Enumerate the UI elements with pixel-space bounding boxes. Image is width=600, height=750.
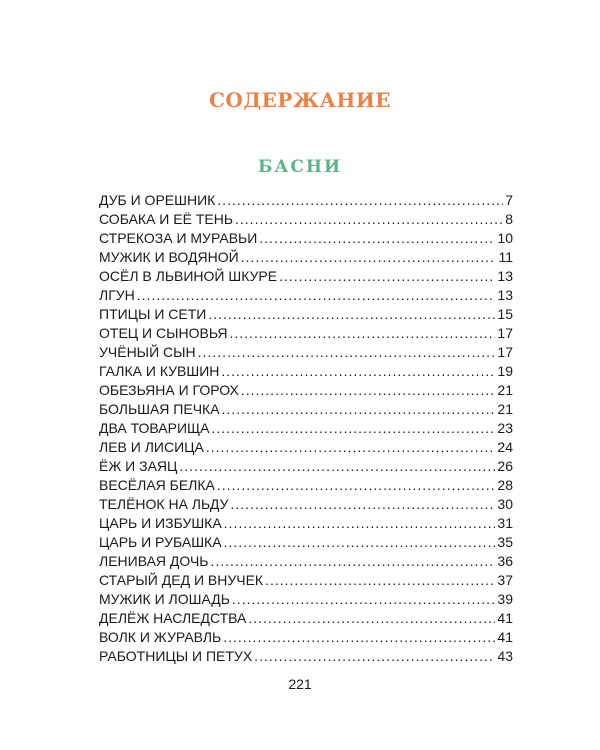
toc-entry-title: СТРЕКОЗА И МУРАВЬИ [99, 230, 258, 246]
dot-leader [230, 325, 496, 341]
toc-entry-page: 13 [497, 268, 513, 284]
toc-entry [99, 363, 513, 382]
dot-leader [259, 230, 495, 246]
dot-leader [137, 287, 496, 303]
toc-entry-title: ВОЛК И ЖУРАВЛЬ [99, 629, 222, 645]
toc-entry-title: ГАЛКА И КУВШИН [99, 363, 220, 379]
section-title: БАСНИ [257, 157, 343, 177]
toc-entry [99, 591, 513, 610]
dot-leader [206, 439, 496, 455]
toc-entry-title: ЛГУН [99, 287, 135, 303]
toc-entry [99, 572, 513, 591]
toc-entry-title: ПТИЦЫ И СЕТИ [99, 306, 207, 322]
toc-entry-title: ЛЕНИВАЯ ДОЧЬ [99, 553, 209, 569]
toc-entry-page: 41 [497, 629, 513, 645]
toc-entry [99, 230, 513, 249]
toc-entry-page: 30 [497, 496, 513, 512]
toc-entry-page: 13 [497, 287, 513, 303]
toc-entry-title: ЛЕВ И ЛИСИЦА [99, 439, 204, 455]
toc-entry-page: 37 [497, 572, 513, 588]
toc-entry [99, 629, 513, 648]
toc-entry [99, 477, 513, 496]
toc-entry-page: 23 [497, 420, 513, 436]
toc-entry-page: 21 [497, 382, 513, 398]
toc-entry [99, 401, 513, 420]
dot-leader [241, 249, 497, 265]
toc-entry-title: ДВА ТОВАРИЩА [99, 420, 210, 436]
dot-leader [235, 211, 503, 227]
toc-entry [99, 268, 513, 287]
dot-leader [222, 401, 496, 417]
toc-entry-page: 26 [497, 458, 513, 474]
toc-entry-title: СТАРЫЙ ДЕД И ВНУЧЕК [99, 572, 264, 588]
toc-entry [99, 287, 513, 306]
toc-entry-page: 41 [497, 610, 513, 626]
toc-entry [99, 420, 513, 439]
toc-entry-page: 8 [505, 211, 513, 227]
dot-leader [208, 306, 495, 322]
toc-entry-title: ДУБ И ОРЕШНИК [99, 192, 216, 208]
dot-leader [230, 496, 495, 512]
dot-leader [254, 648, 495, 664]
dot-leader [248, 610, 495, 626]
toc-entry [99, 382, 513, 401]
toc-entry-title: МУЖИК И ЛОШАДЬ [99, 591, 230, 607]
toc-entry-title: ДЕЛЁЖ НАСЛЕДСТВА [99, 610, 247, 626]
dot-leader [241, 382, 496, 398]
toc-entry-page: 11 [498, 249, 513, 265]
toc-entry-page: 10 [497, 230, 513, 246]
toc-entry-page: 7 [505, 192, 513, 208]
toc-entry-page: 36 [497, 553, 513, 569]
toc-entry-page: 19 [497, 363, 513, 379]
toc-entry-title: ОБЕЗЬЯНА И ГОРОХ [99, 382, 239, 398]
toc-entry [99, 648, 513, 667]
page-number: 221 [288, 676, 312, 692]
toc-entry-title: ЦАРЬ И РУБАШКА [99, 534, 222, 550]
dot-leader [217, 192, 503, 208]
toc-entry-title: СОБАКА И ЕЁ ТЕНЬ [99, 211, 234, 227]
toc-entry [99, 610, 513, 629]
toc-entry [99, 211, 513, 230]
dot-leader [232, 591, 496, 607]
toc-entry [99, 249, 513, 268]
toc-entry [99, 344, 513, 363]
toc-entry-page: 28 [497, 477, 513, 493]
dot-leader [265, 572, 495, 588]
toc-entry-title: ОТЕЦ И СЫНОВЬЯ [99, 325, 228, 341]
dot-leader [224, 534, 496, 550]
dot-leader [211, 420, 495, 436]
toc-entry-title: МУЖИК И ВОДЯНОЙ [99, 249, 239, 265]
toc-entry-title: УЧЁНЫЙ СЫН [99, 344, 196, 360]
toc-entry-title: РАБОТНИЦЫ И ПЕТУХ [99, 648, 253, 664]
toc-entry [99, 192, 513, 211]
toc-entry [99, 534, 513, 553]
dot-leader [279, 268, 495, 284]
toc-entry [99, 553, 513, 572]
toc-entry-page: 15 [497, 306, 513, 322]
toc-entry-page: 17 [497, 325, 513, 341]
toc-entry-page: 21 [497, 401, 513, 417]
toc-entry-page: 39 [497, 591, 513, 607]
toc-entry-title: ТЕЛЁНОК НА ЛЬДУ [99, 496, 229, 512]
dot-leader [217, 477, 496, 493]
toc-entry-title: ЦАРЬ И ИЗБУШКА [99, 515, 222, 531]
toc-entry-page: 31 [497, 515, 513, 531]
toc-entry-title: ВЕСЁЛАЯ БЕЛКА [99, 477, 215, 493]
toc-entry [99, 325, 513, 344]
dot-leader [221, 363, 495, 379]
toc-entry-title: БОЛЬШАЯ ПЕЧКА [99, 401, 220, 417]
toc-entry-page: 43 [497, 648, 513, 664]
toc-entry [99, 496, 513, 515]
toc-entry [99, 439, 513, 458]
toc-entry [99, 515, 513, 534]
toc-entry [99, 306, 513, 325]
dot-leader [198, 344, 496, 360]
toc-entry [99, 458, 513, 477]
dot-leader [211, 553, 496, 569]
toc-entry-title: ОСЁЛ В ЛЬВИНОЙ ШКУРЕ [99, 268, 278, 284]
dot-leader [224, 515, 496, 531]
dot-leader [179, 458, 495, 474]
dot-leader [223, 629, 495, 645]
toc-entry-title: ЁЖ И ЗАЯЦ [99, 458, 178, 474]
toc-entry-page: 24 [497, 439, 513, 455]
contents-heading: СОДЕРЖАНИЕ [209, 88, 391, 112]
toc-entry-page: 35 [497, 534, 513, 550]
table-of-contents [99, 192, 513, 667]
toc-entry-page: 17 [497, 344, 513, 360]
